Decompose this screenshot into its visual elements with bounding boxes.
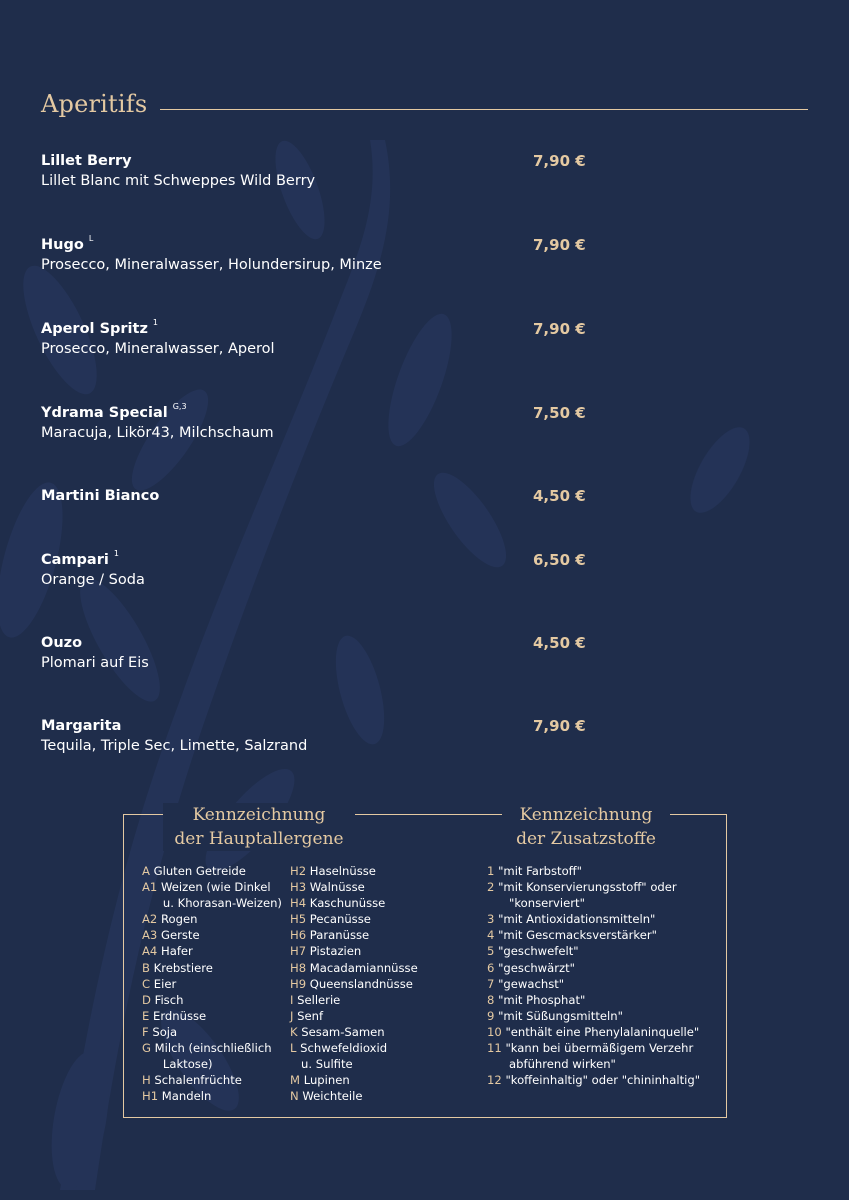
menu-item — [41, 717, 801, 767]
allergen-entry-code: H4 — [290, 896, 307, 911]
allergen-entry-code: H2 — [290, 864, 307, 878]
allergen-heading-line1: Kennzeichnung — [192, 805, 326, 825]
additive-entry-code: 4 — [487, 928, 495, 943]
item-description: Orange / Soda — [41, 572, 145, 588]
additive-entry-text: "mit Konservierungsstoff" oder — [498, 880, 677, 895]
allergen-entry-code: B — [142, 960, 150, 975]
additive-entry — [487, 863, 700, 879]
allergen-entry-text: Lupinen — [303, 1073, 350, 1088]
item-price: 7,90 € — [533, 717, 586, 735]
additive-heading-line1: Kennzeichnung — [519, 805, 653, 825]
additive-entry-code: 5 — [487, 944, 495, 959]
menu-item — [41, 152, 801, 202]
item-description: Plomari auf Eis — [41, 655, 149, 671]
allergen-entry-text: Eier — [153, 976, 177, 991]
additive-entry-text: "kann bei übermäßigem Verzehr — [505, 1041, 694, 1056]
menu-item — [41, 404, 801, 454]
allergen-entry-code: A3 — [142, 928, 158, 943]
additive-entry — [487, 1024, 700, 1040]
item-price: 7,90 € — [533, 320, 586, 338]
allergen-entry-text: Fisch — [154, 992, 184, 1007]
additive-entry — [487, 1072, 700, 1088]
item-price: 7,90 € — [533, 152, 586, 170]
item-name: Ouzo — [41, 634, 83, 651]
additive-entry-text: "mit Gescmacksverstärker" — [498, 928, 657, 943]
additive-entry-text: abführend wirken" — [509, 1057, 616, 1072]
allergen-entry — [142, 992, 282, 1008]
item-price: 7,90 € — [533, 236, 586, 254]
allergen-entry — [142, 1008, 282, 1024]
item-price: 7,50 € — [533, 404, 586, 422]
allergen-entry-text: Paranüsse — [309, 928, 370, 943]
allergen-entry — [290, 911, 418, 927]
additive-entry-code: 11 — [487, 1041, 502, 1056]
allergen-entry-code: H1 — [142, 1089, 159, 1104]
allergen-entry — [142, 1056, 282, 1072]
allergen-entry — [142, 927, 282, 943]
menu-item — [41, 320, 801, 370]
additive-entry — [487, 911, 700, 927]
allergen-entry-text: Mandeln — [161, 1089, 212, 1104]
additive-entry-code: 7 — [487, 976, 495, 991]
allergen-entry-text: Schalenfrüchte — [154, 1073, 242, 1088]
item-description: Lillet Blanc mit Schweppes Wild Berry — [41, 173, 316, 189]
item-name: Hugo — [41, 236, 84, 253]
allergen-entry-text: Schwefeldioxid — [300, 1041, 388, 1056]
allergen-entry-text: Weichteile — [302, 1089, 363, 1104]
allergen-entry-code: L — [290, 1041, 297, 1056]
allergen-entry-code: A — [142, 864, 150, 878]
allergen-heading-line2: der Hauptallergene — [174, 829, 344, 849]
additive-entry-code: 8 — [487, 992, 495, 1007]
item-description: Tequila, Triple Sec, Limette, Salzrand — [41, 738, 308, 754]
additive-legend-heading — [502, 803, 670, 851]
additive-entry — [487, 960, 700, 976]
allergen-entry-text: Kaschunüsse — [309, 896, 386, 911]
item-name: Aperol Spritz — [41, 320, 148, 337]
allergen-entry — [142, 943, 282, 959]
allergen-entry-code: I — [290, 992, 294, 1007]
allergen-entry-code: H9 — [290, 976, 307, 991]
additive-entry — [487, 1008, 700, 1024]
allergen-entry-text: Gerste — [161, 928, 200, 943]
allergen-entry — [290, 895, 418, 911]
allergen-entry-code: D — [142, 992, 151, 1007]
allergen-entry-code: N — [290, 1089, 299, 1104]
item-allergen-note: 1 — [113, 549, 119, 558]
additive-entry — [487, 943, 700, 959]
item-name: Martini Bianco — [41, 487, 160, 504]
allergen-entry-code: G — [142, 1041, 151, 1056]
allergen-entry — [142, 863, 282, 879]
additive-entry-text: "mit Phosphat" — [498, 992, 586, 1007]
additive-entry-code: 10 — [487, 1024, 502, 1039]
item-price: 4,50 € — [533, 487, 586, 505]
allergen-entry-text: Macadamiannüsse — [309, 960, 418, 975]
item-description: Prosecco, Mineralwasser, Holundersirup, Minze — [41, 257, 382, 273]
additive-entry-text: "mit Farbstoff" — [498, 864, 582, 878]
title-divider — [160, 109, 808, 110]
item-description: Prosecco, Mineralwasser, Aperol — [41, 341, 275, 357]
item-price: 6,50 € — [533, 551, 586, 569]
allergen-entry-text: Pistazien — [309, 944, 362, 959]
allergen-entry-text: Hafer — [161, 944, 193, 959]
allergen-entry — [142, 879, 282, 895]
allergen-entry-code: K — [290, 1024, 298, 1039]
additive-entry — [487, 1040, 700, 1056]
allergen-entry-text: Walnüsse — [309, 880, 365, 895]
additive-entry-text: "mit Antioxidationsmitteln" — [498, 912, 656, 927]
allergen-entry-code: M — [290, 1073, 301, 1088]
additive-entry — [487, 976, 700, 992]
allergen-entry-code: A4 — [142, 944, 158, 959]
additive-entry-code: 2 — [487, 880, 495, 895]
allergen-entry — [290, 879, 418, 895]
allergen-entry-text: u. Khorasan-Weizen) — [162, 896, 282, 911]
allergen-entry — [290, 1024, 418, 1040]
allergen-entry — [142, 1072, 282, 1088]
allergen-entry-code: H7 — [290, 944, 307, 959]
allergen-entry — [290, 1008, 418, 1024]
allergen-entry-text: Pecanüsse — [309, 912, 371, 927]
menu-item — [41, 236, 801, 286]
item-name: Margarita — [41, 717, 122, 734]
additive-entry-code: 6 — [487, 960, 495, 975]
allergen-entry-text: Milch (einschließlich — [154, 1041, 272, 1056]
additive-entry — [487, 992, 700, 1008]
additive-entry-code: 1 — [487, 864, 495, 878]
item-price: 4,50 € — [533, 634, 586, 652]
allergen-entry-text: Krebstiere — [153, 960, 213, 975]
allergen-entry-text: Laktose) — [162, 1057, 213, 1072]
item-name: Ydrama Special — [41, 404, 168, 421]
additive-entry-text: "konserviert" — [509, 896, 585, 911]
allergen-entry — [142, 1040, 282, 1056]
allergen-entry — [290, 992, 418, 1008]
allergen-legend-heading — [163, 803, 355, 851]
item-allergen-note: L — [88, 234, 94, 243]
allergen-entry-text: Sesam-Samen — [301, 1024, 385, 1039]
allergen-entry-code: F — [142, 1024, 149, 1039]
allergen-entry — [142, 976, 282, 992]
allergen-entry — [290, 976, 418, 992]
additive-entry-code: 12 — [487, 1073, 502, 1088]
additive-heading-line2: der Zusatzstoffe — [516, 829, 656, 849]
allergen-list-column-1 — [142, 863, 282, 1104]
allergen-entry-code: E — [142, 1008, 150, 1023]
additive-entry-text: "gewachst" — [498, 976, 565, 991]
item-allergen-note: 1 — [152, 318, 158, 327]
allergen-entry-text: Sellerie — [297, 992, 341, 1007]
menu-item — [41, 487, 801, 537]
allergen-entry-text: Haselnüsse — [309, 864, 376, 878]
allergen-entry-code: J — [290, 1008, 294, 1023]
allergen-entry — [290, 927, 418, 943]
allergen-entry-text: Queenslandnüsse — [309, 976, 413, 991]
additive-entry-text: "koffeinhaltig" oder "chininhaltig" — [505, 1073, 701, 1088]
additive-entry — [487, 1056, 700, 1072]
allergen-entry — [290, 1088, 418, 1104]
additive-entry-text: "geschwefelt" — [498, 944, 579, 959]
allergen-entry-text: Weizen (wie Dinkel — [161, 880, 271, 895]
allergen-list-column-2 — [290, 863, 418, 1104]
allergen-entry — [142, 1024, 282, 1040]
additive-entry-text: "geschwärzt" — [498, 960, 575, 975]
item-description: Maracuja, Likör43, Milchschaum — [41, 425, 274, 441]
additive-entry — [487, 927, 700, 943]
allergen-entry — [290, 1056, 418, 1072]
allergen-entry-code: H6 — [290, 928, 307, 943]
item-name: Campari — [41, 551, 109, 568]
allergen-entry-code: A1 — [142, 880, 158, 895]
allergen-entry-code: H — [142, 1073, 151, 1088]
allergen-entry-code: C — [142, 976, 151, 991]
allergen-entry-text: Gluten Getreide — [153, 864, 246, 878]
menu-item — [41, 634, 801, 684]
allergen-entry-text: Soja — [152, 1024, 178, 1039]
allergen-entry — [142, 960, 282, 976]
section-title: Aperitifs — [41, 90, 148, 118]
allergen-entry — [290, 1040, 418, 1056]
allergen-entry-text: Erdnüsse — [153, 1008, 207, 1023]
allergen-entry — [290, 1072, 418, 1088]
allergen-entry-text: Rogen — [161, 912, 198, 927]
item-name: Lillet Berry — [41, 152, 132, 169]
allergen-entry — [142, 895, 282, 911]
allergen-entry — [142, 911, 282, 927]
additive-entry — [487, 895, 700, 911]
allergen-entry-code: H8 — [290, 960, 307, 975]
item-allergen-note: G,3 — [172, 402, 187, 411]
allergen-entry-text: Senf — [297, 1008, 324, 1023]
additive-entry-text: "enthält eine Phenylalaninquelle" — [505, 1024, 700, 1039]
allergen-entry — [290, 943, 418, 959]
additive-entry-code: 3 — [487, 912, 495, 927]
additive-entry-code: 9 — [487, 1008, 495, 1023]
additive-entry — [487, 879, 700, 895]
menu-item — [41, 551, 801, 601]
allergen-entry-code: A2 — [142, 912, 158, 927]
allergen-entry-code: H3 — [290, 880, 307, 895]
allergen-entry — [290, 960, 418, 976]
allergen-entry-text: u. Sulfite — [301, 1057, 353, 1072]
allergen-entry-code: H5 — [290, 912, 307, 927]
additive-entry-text: "mit Süßungsmitteln" — [498, 1008, 623, 1023]
allergen-entry — [142, 1088, 282, 1104]
additive-list — [487, 863, 700, 1088]
allergen-entry — [290, 863, 418, 879]
